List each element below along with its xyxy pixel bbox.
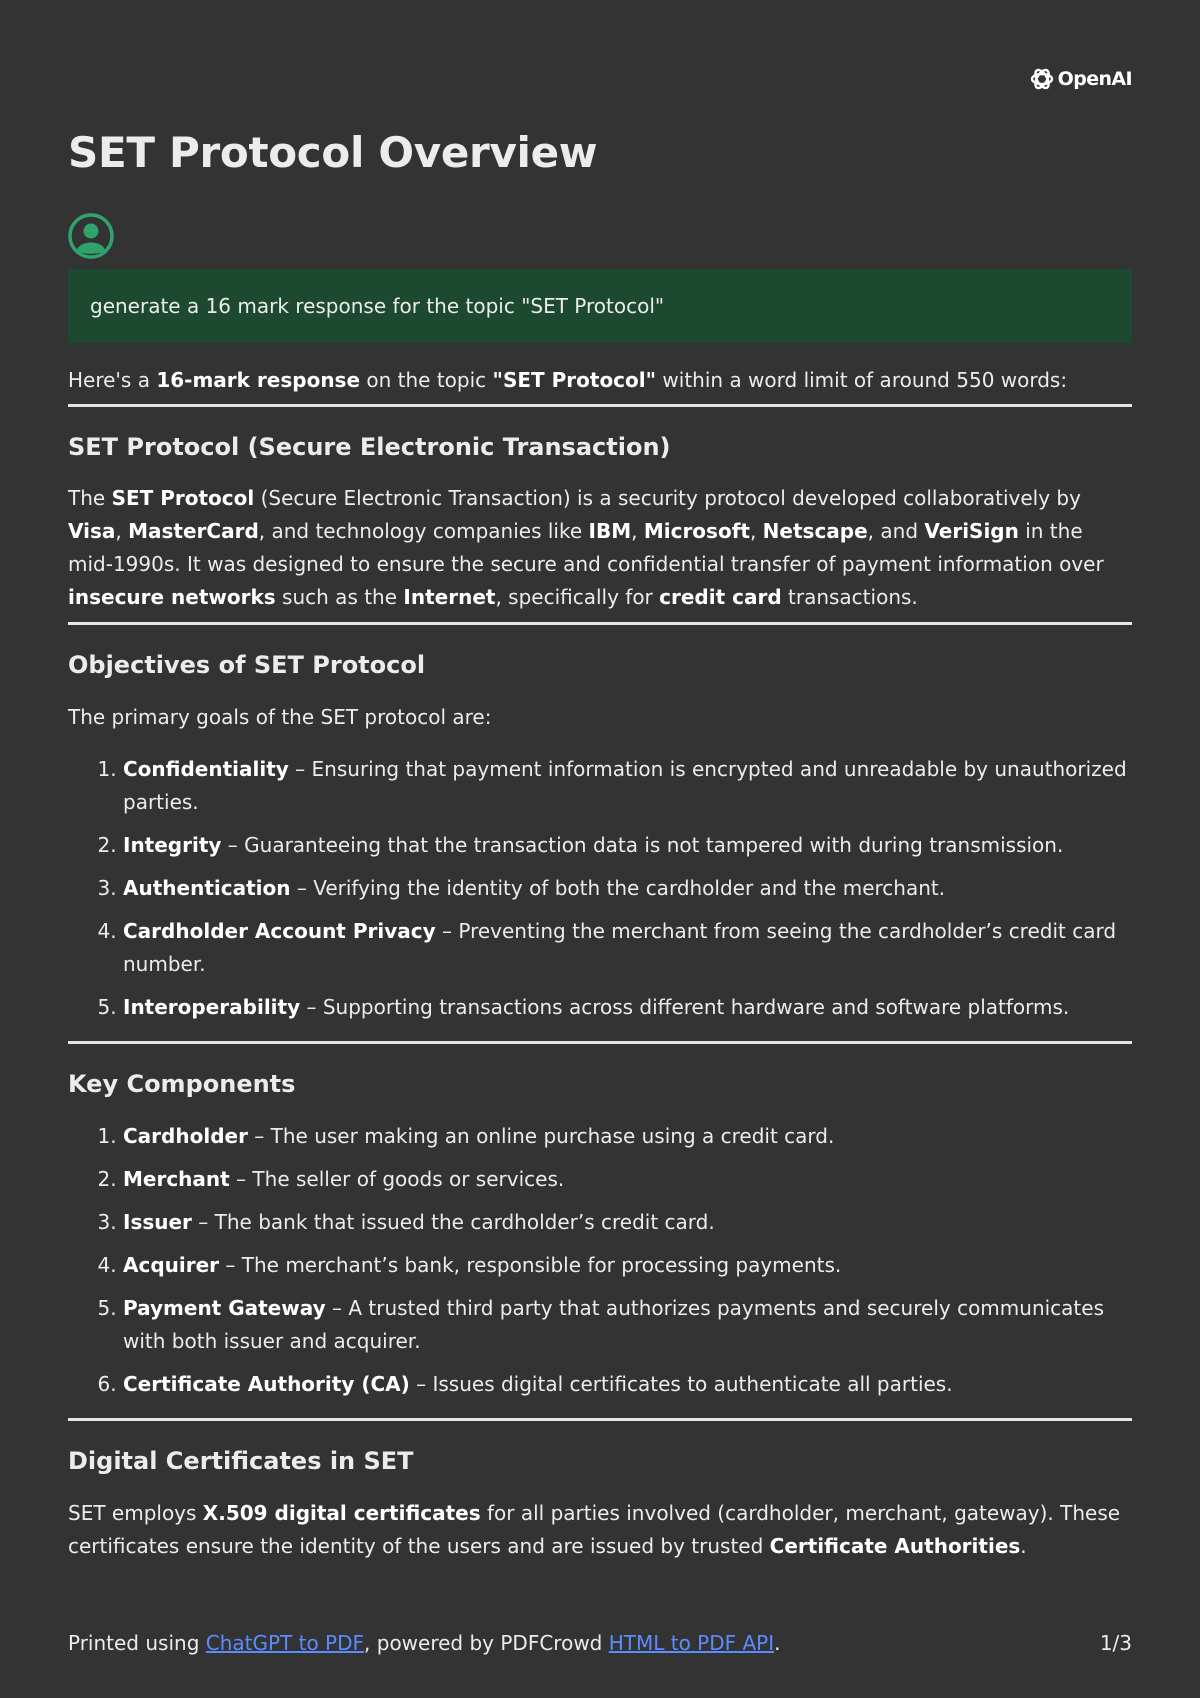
- item-term: Authentication: [123, 876, 291, 900]
- text: .: [1020, 1534, 1027, 1558]
- item-desc: – Verifying the identity of both the cardholder and the merchant.: [290, 876, 946, 900]
- chatgpt-to-pdf-link[interactable]: ChatGPT to PDF: [205, 1631, 365, 1655]
- item-term: Issuer: [123, 1210, 192, 1234]
- text: on the topic: [360, 368, 493, 392]
- list-item: [123, 753, 1132, 819]
- item-term: Integrity: [123, 833, 222, 857]
- objectives-list: [68, 753, 1132, 1024]
- list-item: [123, 915, 1132, 981]
- text: Printed using: [68, 1631, 206, 1655]
- item-desc: – Guaranteeing that the transaction data is not tampered with during transmission.: [221, 833, 1064, 857]
- bold-text: IBM: [588, 519, 632, 543]
- bold-text: Microsoft: [643, 519, 750, 543]
- text: ,: [115, 519, 129, 543]
- item-desc: – The seller of goods or services.: [229, 1167, 565, 1191]
- divider: [68, 1041, 1132, 1044]
- item-term: Interoperability: [123, 995, 301, 1019]
- item-term: Certificate Authority (CA): [123, 1372, 410, 1396]
- bold-text: VeriSign: [924, 519, 1019, 543]
- list-item: [123, 991, 1132, 1024]
- print-footer: [68, 1631, 1132, 1655]
- list-item: [123, 1120, 1132, 1153]
- item-desc: – A trusted third party that authorizes payments and securely communicates with both issuer and acquirer.: [123, 1296, 1104, 1353]
- item-term: Confidentiality: [123, 757, 289, 781]
- text: , specifically for: [495, 585, 660, 609]
- user-avatar-icon: [68, 213, 114, 259]
- divider: [68, 622, 1132, 625]
- text: for all parties involved (cardholder, merchant, gateway). These certificates ensure the identity of the users and are issued by trusted: [68, 1501, 1121, 1558]
- bold-text: SET Protocol: [111, 486, 255, 510]
- list-item: [123, 1292, 1132, 1358]
- text: transactions.: [781, 585, 918, 609]
- section-paragraph: [68, 482, 1132, 614]
- list-item: [123, 1368, 1132, 1401]
- text: in the mid-1990s. It was designed to ensure the secure and confidential transfer of payment information over: [68, 519, 1104, 576]
- text: such as the: [275, 585, 404, 609]
- page-title: SET Protocol Overview: [68, 128, 598, 177]
- item-term: Payment Gateway: [123, 1296, 326, 1320]
- divider: [68, 404, 1132, 407]
- openai-logo-icon: [1029, 66, 1055, 92]
- list-item: [123, 1163, 1132, 1196]
- bold-text: X.509 digital certificates: [202, 1501, 481, 1525]
- section-heading: SET Protocol (Secure Electronic Transaction): [68, 433, 671, 461]
- bold-text: Certificate Authorities: [769, 1534, 1021, 1558]
- bold-text: 16-mark response: [156, 368, 361, 392]
- item-desc: – The user making an online purchase using a credit card.: [247, 1124, 835, 1148]
- html-to-pdf-api-link[interactable]: HTML to PDF API: [608, 1631, 775, 1655]
- bold-text: insecure networks: [68, 585, 276, 609]
- intro-paragraph: [68, 364, 1132, 397]
- section-intro: The primary goals of the SET protocol are:: [68, 705, 492, 729]
- bold-text: "SET Protocol": [492, 368, 657, 392]
- text: The: [68, 486, 112, 510]
- section-paragraph: [68, 1497, 1132, 1563]
- item-desc: – The bank that issued the cardholder’s credit card.: [191, 1210, 715, 1234]
- section-heading: Objectives of SET Protocol: [68, 651, 426, 679]
- bold-text: credit card: [659, 585, 782, 609]
- item-desc: – Issues digital certificates to authenticate all parties.: [409, 1372, 953, 1396]
- item-term: Cardholder Account Privacy: [123, 919, 436, 943]
- item-term: Acquirer: [123, 1253, 220, 1277]
- openai-logo-text: OpenAI: [1057, 68, 1132, 90]
- list-item: [123, 829, 1132, 862]
- list-item: [123, 1206, 1132, 1239]
- bold-text: Netscape: [762, 519, 868, 543]
- text: Here's a: [68, 368, 157, 392]
- text: within a word limit of around 550 words:: [656, 368, 1068, 392]
- list-item: [123, 872, 1132, 905]
- section-heading: Digital Certificates in SET: [68, 1447, 414, 1475]
- openai-logo: [1029, 66, 1132, 92]
- components-list: [68, 1120, 1132, 1401]
- bold-text: Visa: [68, 519, 116, 543]
- text: ,: [749, 519, 763, 543]
- bold-text: Internet: [403, 585, 496, 609]
- item-desc: – Ensuring that payment information is encrypted and unreadable by unauthorized parties.: [123, 757, 1127, 814]
- item-desc: – Supporting transactions across different hardware and software platforms.: [300, 995, 1070, 1019]
- item-desc: – The merchant’s bank, responsible for processing payments.: [219, 1253, 842, 1277]
- text: ,: [631, 519, 644, 543]
- assistant-response: [68, 364, 1132, 1563]
- text: (Secure Electronic Transaction) is a security protocol developed collaboratively by: [254, 486, 1081, 510]
- text: , and technology companies like: [258, 519, 589, 543]
- text: , and: [867, 519, 925, 543]
- section-heading: Key Components: [68, 1070, 296, 1098]
- item-term: Merchant: [123, 1167, 230, 1191]
- user-prompt-message: [68, 269, 1132, 343]
- page-number: 1/3: [1099, 1631, 1132, 1655]
- user-prompt-text: generate a 16 mark response for the topic "SET Protocol": [90, 294, 665, 318]
- footer-credit: [68, 1631, 781, 1655]
- text: .: [774, 1631, 781, 1655]
- bold-text: MasterCard: [128, 519, 259, 543]
- item-desc: – Preventing the merchant from seeing the cardholder’s credit card number.: [123, 919, 1117, 976]
- text: , powered by PDFCrowd: [364, 1631, 609, 1655]
- list-item: [123, 1249, 1132, 1282]
- text: SET employs: [68, 1501, 203, 1525]
- item-term: Cardholder: [123, 1124, 248, 1148]
- divider: [68, 1418, 1132, 1421]
